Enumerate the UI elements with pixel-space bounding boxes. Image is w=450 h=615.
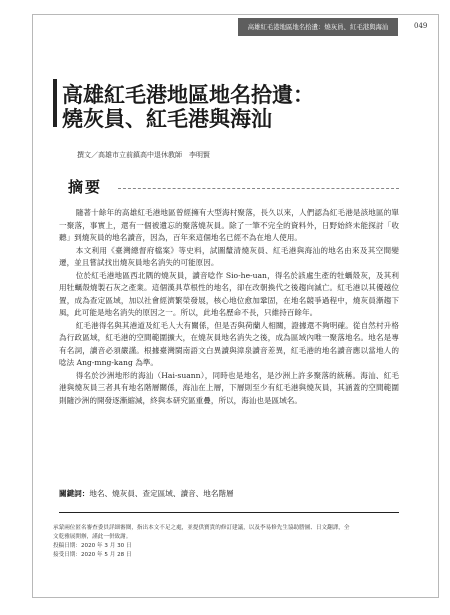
keywords-divider: [59, 512, 399, 513]
page-number: 049: [414, 22, 428, 30]
abstract-paragraph: 位於紅毛港地區西北隅的燒灰員，讀音唸作 Sio-he-uan，得名於該處生產的牡蠣殼灰，及其利用牡蠣殼燒製石灰之產業。這個漢具草根性的地名，卻在改朝換代之後趨向滅亡。紅毛港以其優越位置，成為查定區域，加以社會經濟繁榮發展，核心地位愈加鞏固，在地名競爭過程中，燒灰員漸趨下風，此可能是地名消失的原因之一。所以，此地名歷命不長，只維持百餘年。: [59, 270, 399, 317]
footnote-line: 承蒙兩位匿名審查委員詳細審閱，指出本文不足之處，並提供寶貴的修訂建議，以及李易修先生協助謄圖、日文翻譯，全: [53, 525, 350, 531]
article-title-line1: 高雄紅毛港地區地名拾遺：: [62, 83, 314, 107]
abstract-paragraph: 紅毛港得名與其港道及紅毛人大有關係，但是否與荷蘭人相關，證據還不夠明確。從自然村升格為行政區域，紅毛港的空間範圍擴大，在燒灰員地名消失之後，成為區域內唯一聚落地名。地名是專有名詞，讀音必須嚴謹。根據臺灣閩南語文白異讀與漳泉讀音差異，紅毛港的地名讀音應以當地人的唸法 Ang-mng-kang 為準。: [59, 320, 399, 367]
author-byline: 撰文／高雄市立前鎮高中退休教師 李明賢: [77, 151, 210, 159]
keywords-text: 地名、燒灰員、查定區域、讀音、地名階層: [89, 489, 234, 498]
acceptance-date: 接受日期：2020 年 5 月 28 日: [53, 552, 132, 558]
abstract-body: [59, 207, 399, 407]
footnote-line: 文乾雅展開辦，謹此一併致謝。: [53, 534, 132, 540]
article-title-line2: 燒灰員、紅毛港與海汕: [62, 107, 272, 131]
running-title: 高雄紅毛港地區地名拾遺：燒灰員、紅毛港與海汕: [247, 23, 389, 31]
running-header: [0, 18, 450, 36]
abstract-paragraph: 本文利用《臺灣總督府檔案》等史料，試圖釐清燒灰員、紅毛港與海汕的地名由來及其空間變遷，並且嘗試找出燒灰員地名消失的可能原因。: [59, 245, 399, 267]
footnote: [53, 524, 403, 560]
abstract-paragraph: 隨著十餘年的高雄紅毛港地區曾經擁有大型海村聚落，長久以來，人們認為紅毛港是該地區的單一聚落，事實上，還有一個被遺忘的聚落燒灰員。除了一筆不完全的資料外，日野始終未能探討「收聽」到燒灰員的地名讀音，因為，百年來這個地名已經不為在地人使用。: [59, 208, 399, 242]
abstract-divider: [118, 188, 399, 189]
abstract-heading: 摘要: [68, 178, 103, 196]
keywords: [59, 488, 399, 499]
title-accent-bar: [53, 79, 57, 127]
keywords-label: 關鍵詞：: [59, 489, 90, 498]
abstract-paragraph: 得名於沙洲地形的海汕（Hai-suann），同時也是地名，是沙洲上許多聚落的統稱。海汕、紅毛港與燒灰員三者具有地名階層關係，海汕在上層，下層則至少有紅毛港與燒灰員，其涵蓋的空間範圍則隨沙洲的開發逐漸縮減，終與本研究區重疊，所以，海汕也是區域名。: [59, 370, 399, 405]
submission-date: 投稿日期：2020 年 3 月 30 日: [53, 543, 132, 549]
